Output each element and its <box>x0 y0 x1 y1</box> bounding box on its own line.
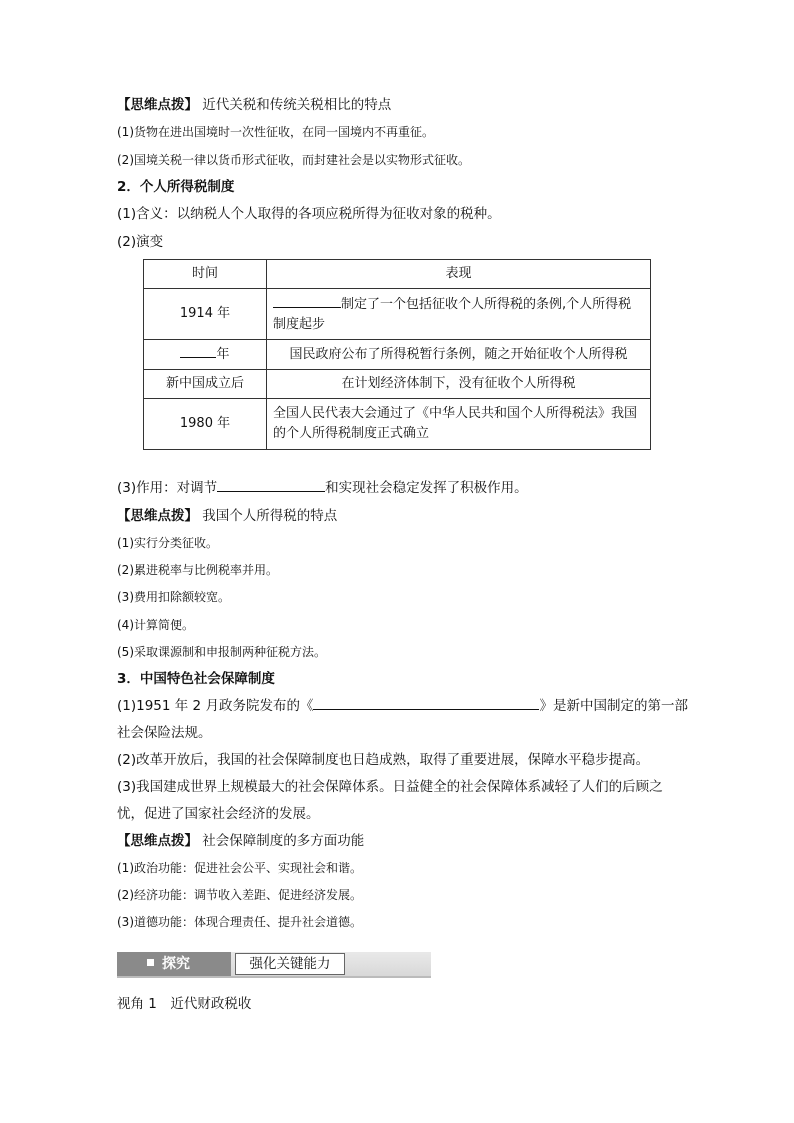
table-row <box>144 289 651 340</box>
section-banner <box>117 952 431 976</box>
table-cell: 全国人民代表大会通过了《中华人民共和国个人所得税法》我国的个人所得税制度正式确立 <box>267 399 651 450</box>
list-item: (1)实行分类征收。 <box>117 536 218 550</box>
list-item: (3)道德功能：体现合理责任、提升社会道德。 <box>117 915 362 929</box>
tip-title: 我国个人所得税的特点 <box>202 508 338 524</box>
table-row <box>144 340 651 370</box>
table-cell: 在计划经济体制下，没有征收个人所得税 <box>267 370 651 399</box>
table-cell: 1914 年 <box>144 289 267 340</box>
paragraph: (2)演变 <box>117 234 164 250</box>
text: (3)作用：对调节 <box>117 480 218 496</box>
text: (1)1951 年 2 月政务院发布的《 <box>117 698 314 714</box>
list-item: (2)国境关税一律以货币形式征收，而封建社会是以实物形式征收。 <box>117 153 471 167</box>
fill-blank[interactable] <box>180 344 216 358</box>
evolution-table <box>143 259 651 450</box>
tip-tag: 【思维点拨】 <box>117 833 198 849</box>
text: 和实现社会稳定发挥了积极作用。 <box>325 480 528 496</box>
section-heading: 3．中国特色社会保障制度 <box>117 671 275 687</box>
table-cell <box>267 289 651 340</box>
table-row <box>144 399 651 450</box>
tip-title: 社会保障制度的多方面功能 <box>202 833 365 849</box>
column-header: 时间 <box>144 260 267 289</box>
fill-blank[interactable] <box>217 478 325 492</box>
banner-underline <box>117 976 431 978</box>
paragraph: 忧，促进了国家社会经济的发展。 <box>117 806 320 822</box>
table-cell: 1980 年 <box>144 399 267 450</box>
list-item: (3)费用扣除额较宽。 <box>117 590 230 604</box>
table-header-row <box>144 260 651 289</box>
banner-label <box>117 952 231 976</box>
banner-left-text: 探究 <box>162 956 190 972</box>
cell-text: 制定了一个包括征收个人所得税的条例,个人所得税制度起步 <box>273 296 632 332</box>
list-item: (4)计算简便。 <box>117 618 194 632</box>
fill-blank[interactable] <box>313 696 539 710</box>
paragraph: (2)改革开放后，我国的社会保障制度也日趋成熟，取得了重要进展，保障水平稳步提高。 <box>117 752 650 768</box>
list-item: (2)累进税率与比例税率并用。 <box>117 563 278 577</box>
table-cell: 新中国成立后 <box>144 370 267 399</box>
list-item: (2)经济功能：调节收入差距、促进经济发展。 <box>117 888 362 902</box>
text: 》是新中国制定的第一部 <box>539 698 688 714</box>
cell-text: 年 <box>216 347 230 362</box>
tip-title: 近代关税和传统关税相比的特点 <box>202 97 392 113</box>
table-row <box>144 370 651 399</box>
perspective-heading: 视角 1 近代财政税收 <box>117 996 252 1012</box>
tip-heading-1 <box>117 95 391 115</box>
list-item: (5)采取课源制和申报制两种征税方法。 <box>117 645 326 659</box>
paragraph: (3)我国建成世界上规模最大的社会保障体系。日益健全的社会保障体系减轻了人们的后顾之 <box>117 779 663 795</box>
fill-blank[interactable] <box>273 294 341 308</box>
tip-heading-3 <box>117 831 364 851</box>
paragraph: (1)含义：以纳税人个人取得的各项应税所得为征收对象的税种。 <box>117 206 501 222</box>
paragraph: 社会保险法规。 <box>117 725 212 741</box>
banner-subtitle: 强化关键能力 <box>235 953 345 975</box>
table-cell: 国民政府公布了所得税暂行条例，随之开始征收个人所得税 <box>267 340 651 370</box>
paragraph <box>117 696 688 716</box>
list-item: (1)货物在进出国境时一次性征收，在同一国境内不再重征。 <box>117 125 435 139</box>
square-bullet-icon <box>147 959 154 966</box>
tip-heading-2 <box>117 506 337 526</box>
paragraph <box>117 478 528 498</box>
section-heading: 2．个人所得税制度 <box>117 179 235 195</box>
list-item: (1)政治功能：促进社会公平、实现社会和谐。 <box>117 861 362 875</box>
tip-tag: 【思维点拨】 <box>117 508 198 524</box>
column-header: 表现 <box>267 260 651 289</box>
tip-tag: 【思维点拨】 <box>117 97 198 113</box>
table-cell <box>144 340 267 370</box>
